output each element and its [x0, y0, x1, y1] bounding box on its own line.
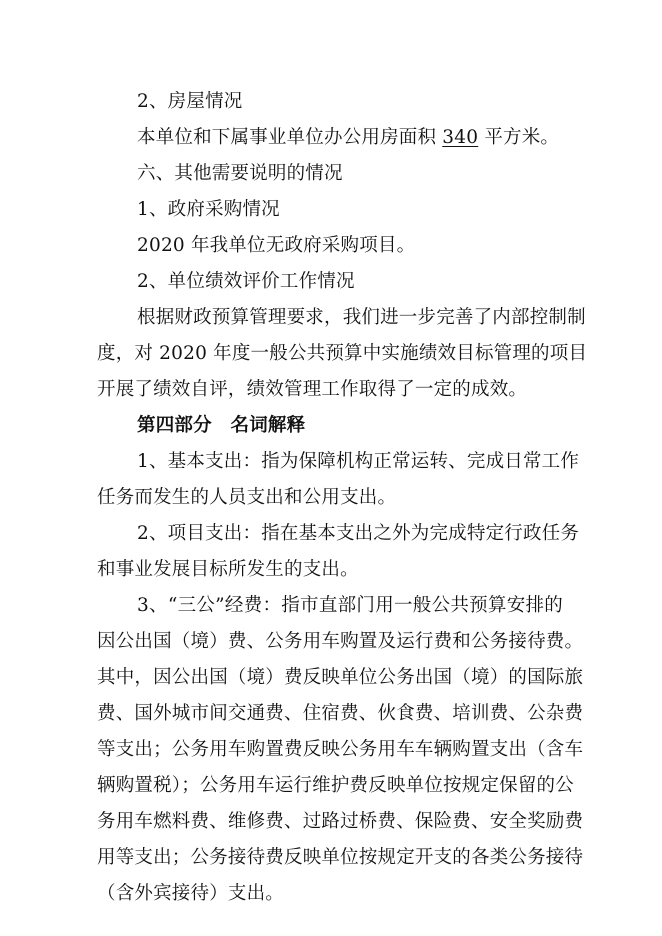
- performance-paragraph-line-2: 度，对 2020 年度一般公共预算中实施绩效目标管理的项目: [97, 343, 588, 364]
- three-public-expense-line-7: 务用车燃料费、维修费、过路过桥费、保险费、安全奖励费: [97, 811, 584, 832]
- performance-paragraph-line-1: 根据财政预算管理要求，我们进一步完善了内部控制制: [137, 307, 586, 328]
- section-heading-other-info: 六、其他需要说明的情况: [137, 163, 343, 184]
- basic-expense-line-1: 1、基本支出：指为保障机构正常运转、完成日常工作: [137, 451, 580, 472]
- performance-paragraph-line-3: 开展了绩效自评，绩效管理工作取得了一定的成效。: [97, 379, 528, 400]
- three-public-expense-line-5: 等支出；公务用车购置费反映公务用车车辆购置支出（含车: [97, 739, 584, 760]
- three-public-expense-line-2: 因公出国（境）费、公务用车购置及运行费和公务接待费。: [97, 631, 584, 652]
- housing-area-paragraph: [137, 126, 559, 150]
- housing-area-unit: 平方米。: [484, 127, 560, 148]
- three-public-expense-line-6: 辆购置税）；公务用车运行维护费反映单位按规定保留的公: [97, 775, 574, 796]
- section-heading-housing: 2、房屋情况: [137, 91, 243, 112]
- housing-area-text: 本单位和下属事业单位办公用房面积: [137, 127, 437, 148]
- three-public-expense-line-8: 用等支出；公务接待费反映单位按规定开支的各类公务接待: [97, 847, 584, 868]
- basic-expense-line-2: 任务而发生的人员支出和公用支出。: [97, 487, 397, 508]
- project-expense-line-2: 和事业发展目标所发生的支出。: [97, 559, 359, 580]
- three-public-expense-line-4: 费、国外城市间交通费、住宿费、伙食费、培训费、公杂费: [97, 703, 584, 724]
- procurement-paragraph: 2020 年我单位无政府采购项目。: [137, 235, 416, 256]
- section-heading-procurement: 1、政府采购情况: [137, 199, 280, 220]
- three-public-expense-line-9: （含外宾接待）支出。: [97, 883, 285, 904]
- three-public-expense-line-1: 3、“三公”经费：指市直部门用一般公共预算安排的: [137, 595, 563, 616]
- part-four-heading: 第四部分 名词解释: [137, 415, 306, 436]
- section-heading-performance: 2、单位绩效评价工作情况: [137, 271, 355, 292]
- project-expense-line-1: 2、项目支出：指在基本支出之外为完成特定行政任务: [137, 523, 580, 544]
- housing-area-value: 340: [442, 127, 479, 148]
- three-public-expense-line-3: 其中，因公出国（境）费反映单位公务出国（境）的国际旅: [97, 667, 584, 688]
